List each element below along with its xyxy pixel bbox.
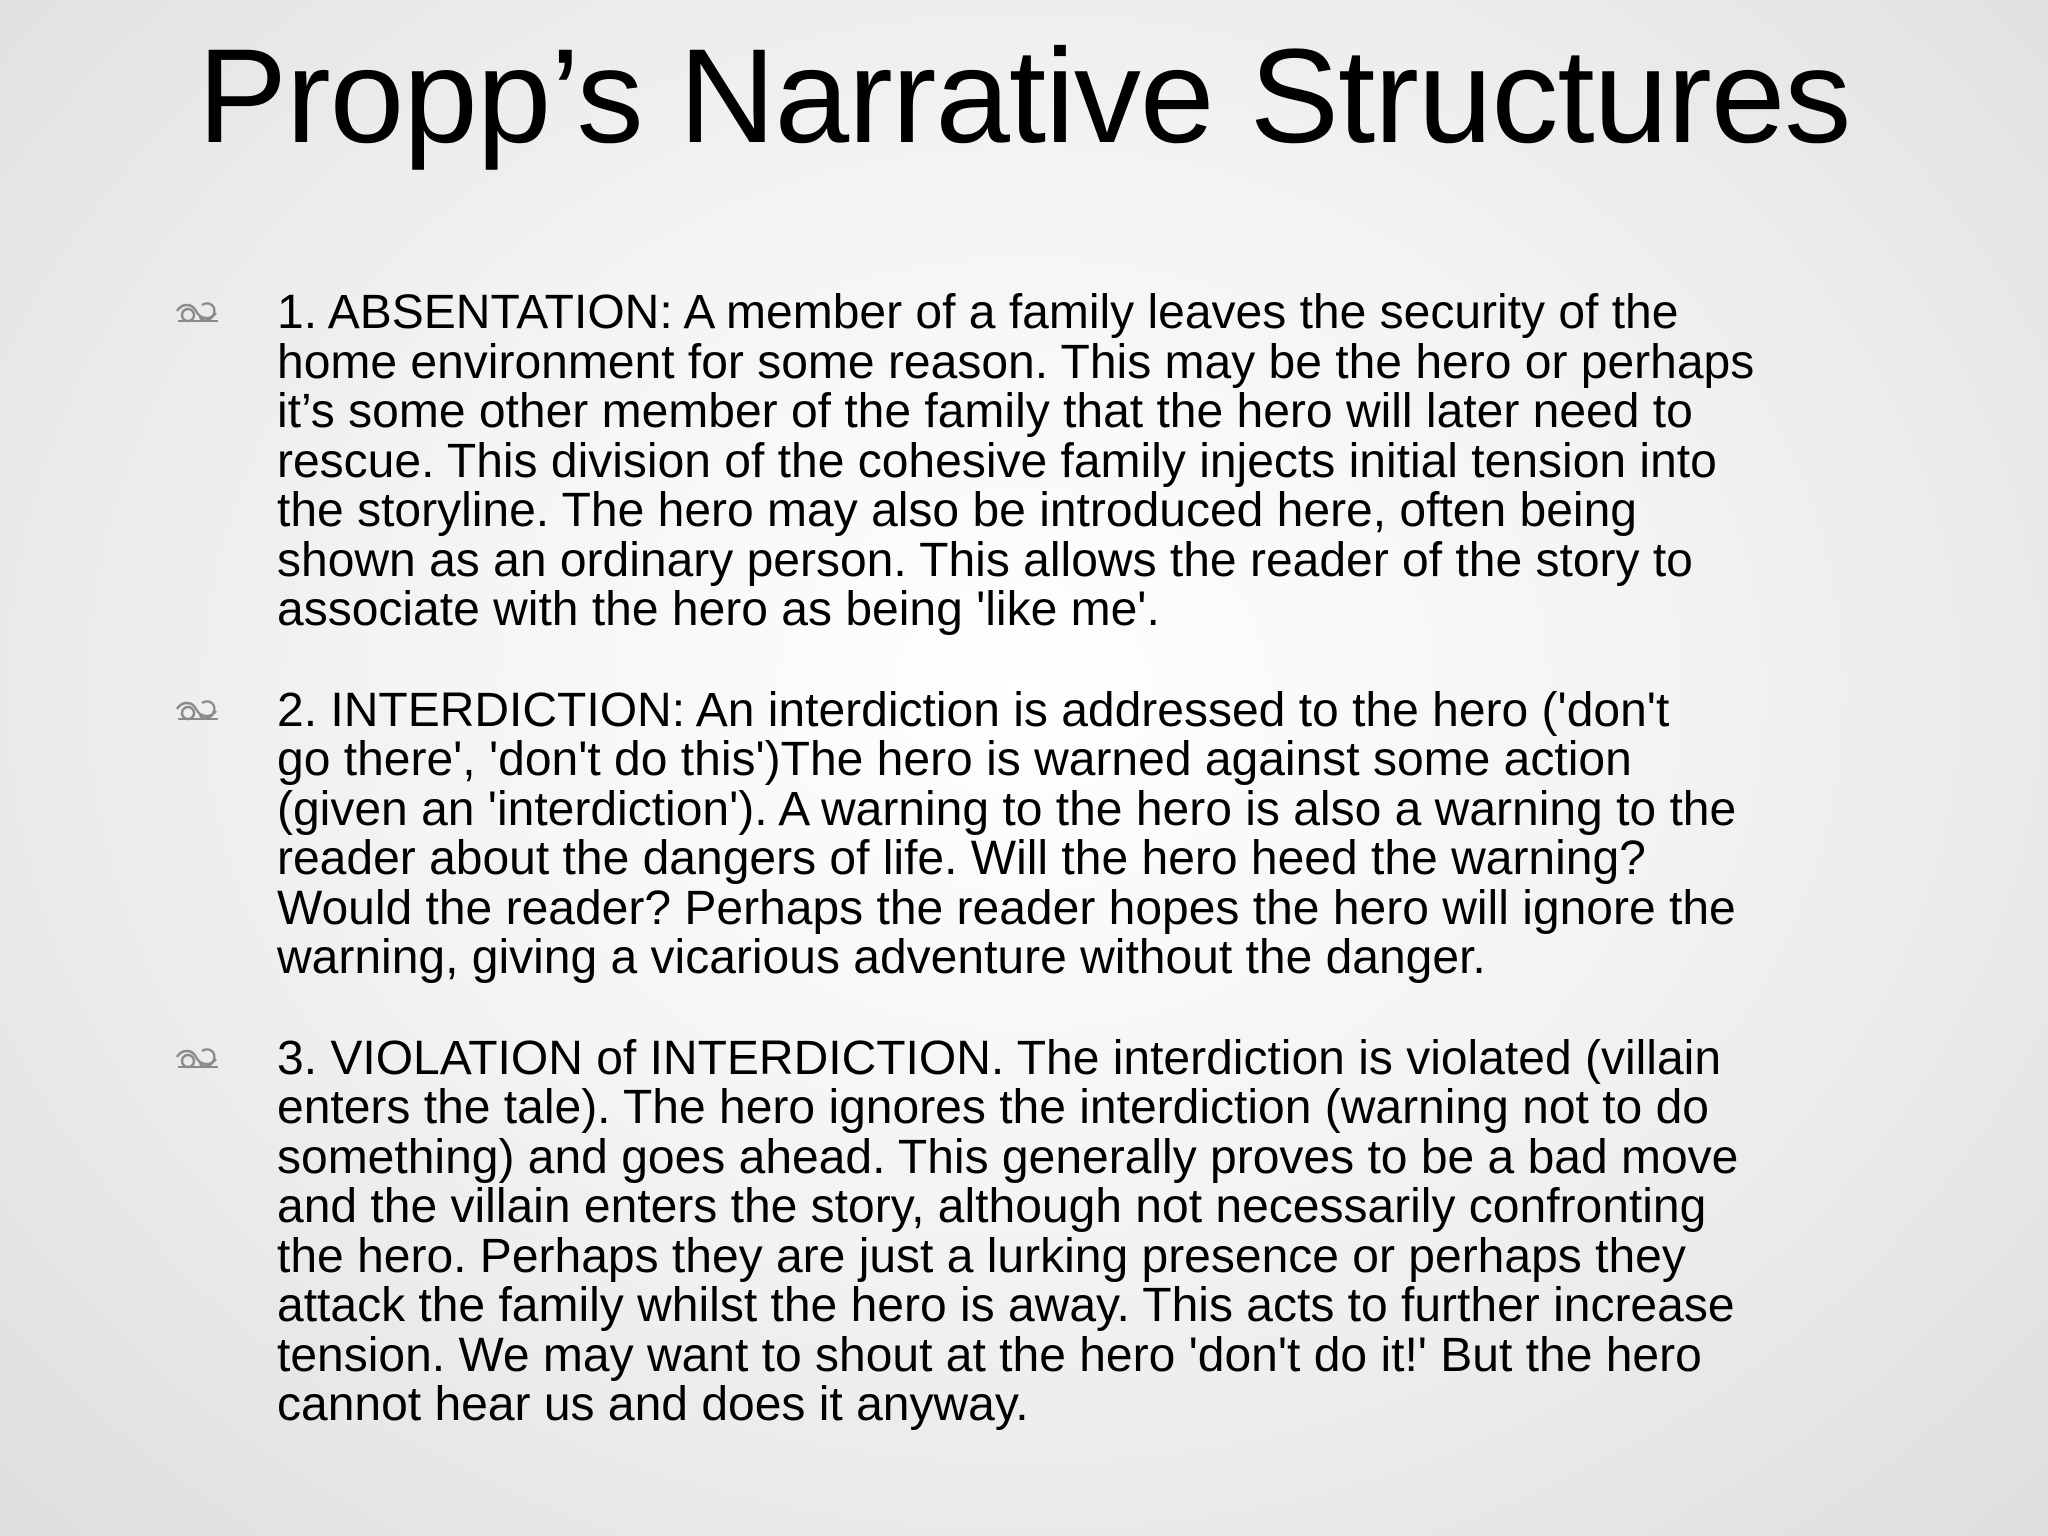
- bullet-item-absentation: [170, 288, 1870, 635]
- bullet-text: 3. VIOLATION of INTERDICTION. The interdiction is violated (villain enters the tale). The hero ignores the interdiction (warning not to do something) and goes ahead. This generally proves to be a bad move and the villain enters the story, although not necessarily confronting the hero. Perhaps they are just a lurking presence or perhaps they attack the family whilst the hero is away. This acts to further increase tension. We may want to shout at the hero 'don't do it!' But the hero cannot hear us and does it anyway.: [277, 1031, 1739, 1431]
- bullet-text: 1. ABSENTATION: A member of a family leaves the security of the home environment for some reason. This may be the hero or perhaps it’s some other member of the family that the hero will later need to rescue. This division of the cohesive family injects initial tension into the storyline. The hero may also be introduced here, often being shown as an ordinary person. This allows the reader of the story to associate with the hero as being 'like me'.: [277, 286, 1755, 636]
- fleuron-bullet-icon: [174, 697, 220, 725]
- slide-title: Propp’s Narrative Structures: [197, 22, 1851, 171]
- bullet-list: [170, 288, 1870, 1481]
- bullet-item-violation: [170, 1031, 1870, 1431]
- bullet-text: 2. INTERDICTION: An interdiction is addressed to the hero ('don't go there', 'don't do this')The hero is warned against some action (given an 'interdiction'). A warning to the hero is also a warning to the reader about the dangers of life. Will the hero heed the warning? Would the reader? Perhaps the reader hopes the hero will ignore the warning, giving a vicarious adventure without the danger.: [277, 683, 1737, 984]
- fleuron-bullet-icon: [174, 299, 220, 327]
- fleuron-bullet-icon: [174, 1045, 220, 1073]
- bullet-item-interdiction: [170, 683, 1870, 984]
